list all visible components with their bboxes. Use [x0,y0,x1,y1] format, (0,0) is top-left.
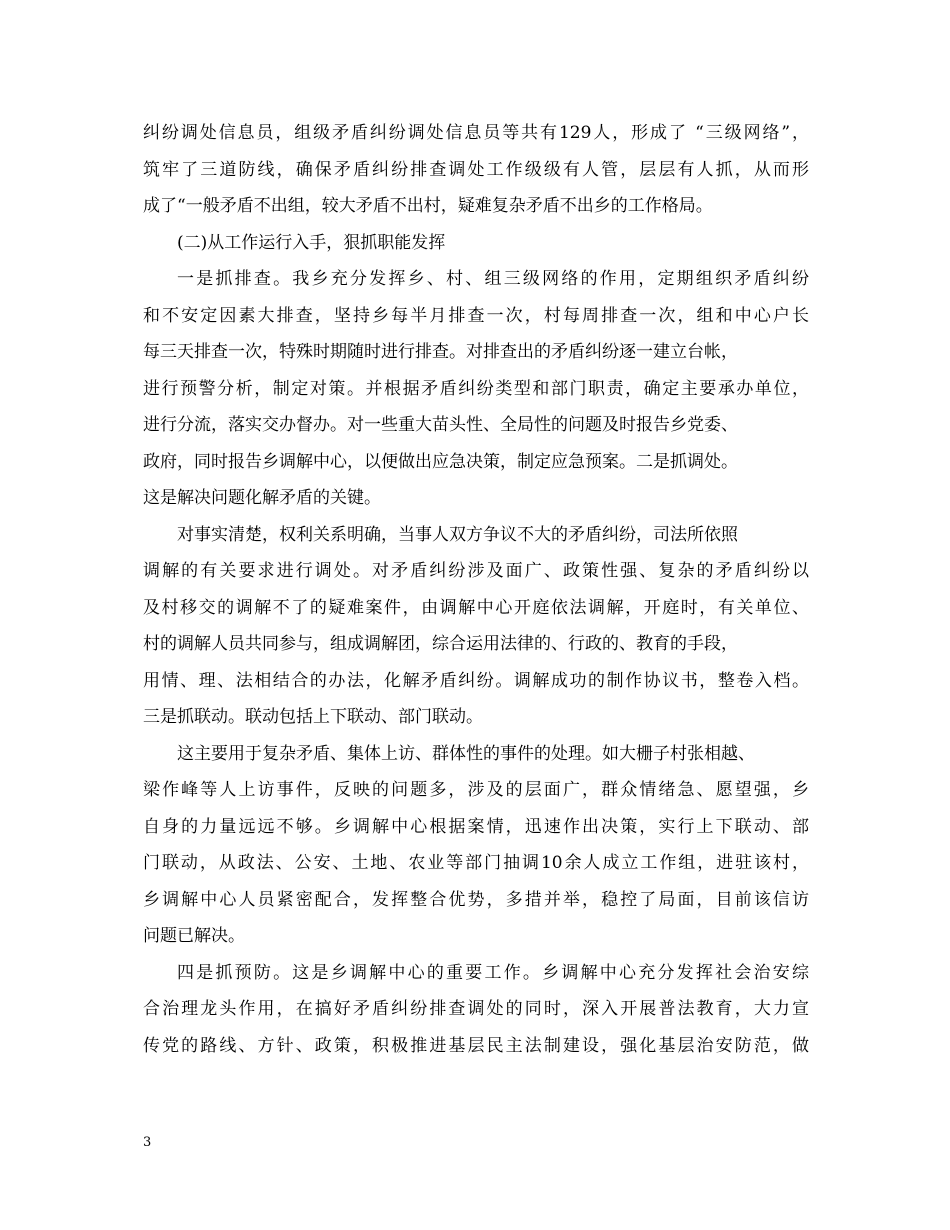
text-line: 政府，同时报告乡调解中心，以便做出应急决策，制定应急预案。二是抓调处。 [143,451,738,472]
text-line: 乡调解中心人员紧密配合，发挥整合优势，多措并举，稳控了局面，目前该信访 [143,889,809,910]
text-line: (二)从工作运行入手，狠抓职能发挥 [177,232,446,253]
text-line: 梁作峰等人上访事件，反映的问题多，涉及的层面广，群众情绪急、愿望强，乡 [143,780,809,800]
paragraph-5 [143,736,809,955]
page-number: 3 [143,1135,152,1150]
body-text [143,115,809,1064]
text-line: 四是抓预防。这是乡调解中心的重要工作。乡调解中心充分发挥社会治安综 [177,962,809,983]
paragraph-4 [143,517,809,736]
text-line: 调解的有关要求进行调处。对矛盾纠纷涉及面广、政策性强、复杂的矛盾纠纷以 [143,561,809,581]
text-line: 这主要用于复杂矛盾、集体上访、群体性的事件的处理。如大栅子村张相越、 [177,743,755,764]
text-line: 对事实清楚，权利关系明确，当事人双方争议不大的矛盾纠纷，司法所依照 [177,524,738,545]
text-line: 用情、理、法相结合的办法，化解矛盾纠纷。调解成功的制作协议书，整卷入档。 [143,670,809,691]
text-line: 成了“一般矛盾不出组，较大矛盾不出村，疑难复杂矛盾不出乡的工作格局。 [143,196,713,216]
text-line: 传党的路线、方针、政策，积极推进基层民主法制建设，强化基层治安防范，做 [143,1035,809,1056]
paragraph-6 [143,955,809,1065]
text-line: 合治理龙头作用，在搞好矛盾纠纷排查调处的同时，深入开展普法教育，大力宣 [143,999,809,1019]
text-line: 门联动，从政法、公安、土地、农业等部门抽调10余人成立工作组，进驻该村， [143,853,809,873]
text-line: 纠纷调处信息员，组级矛盾纠纷调处信息员等共有129人，形成了 “三级网络”， [143,123,809,143]
text-line: 和不安定因素大排查，坚持乡每半月排查一次，村每周排查一次，组和中心户长 [143,305,809,326]
text-line: 一是抓排查。我乡充分发挥乡、村、组三级网络的作用，定期组织矛盾纠纷 [177,269,809,289]
paragraph-1 [143,115,809,225]
text-line: 进行预警分析，制定对策。并根据矛盾纠纷类型和部门职责，确定主要承办单位， [143,378,809,399]
text-line: 三是抓联动。联动包括上下联动、部门联动。 [143,707,483,727]
text-line: 及村移交的调解不了的疑难案件，由调解中心开庭依法调解，开庭时，有关单位、 [143,597,809,618]
paragraph-3 [143,261,809,517]
text-line: 每三天排查一次，特殊时期随时进行排查。对排查出的矛盾纠纷逐一建立台帐， [143,342,738,362]
text-line: 问题已解决。 [143,926,245,946]
text-line: 进行分流，落实交办督办。对一些重大苗头性、全局性的问题及时报告乡党委、 [143,415,738,435]
text-line: 筑牢了三道防线，确保矛盾纠纷排查调处工作级级有人管，层层有人抓，从而形 [143,159,809,180]
text-line: 自身的力量远远不够。乡调解中心根据案情，迅速作出决策，实行上下联动、部 [143,816,809,837]
section-heading [143,225,809,262]
text-line: 这是解决问题化解矛盾的关键。 [143,488,381,508]
text-line: 村的调解人员共同参与，组成调解团，综合运用法律的、行政的、教育的手段， [143,634,738,654]
